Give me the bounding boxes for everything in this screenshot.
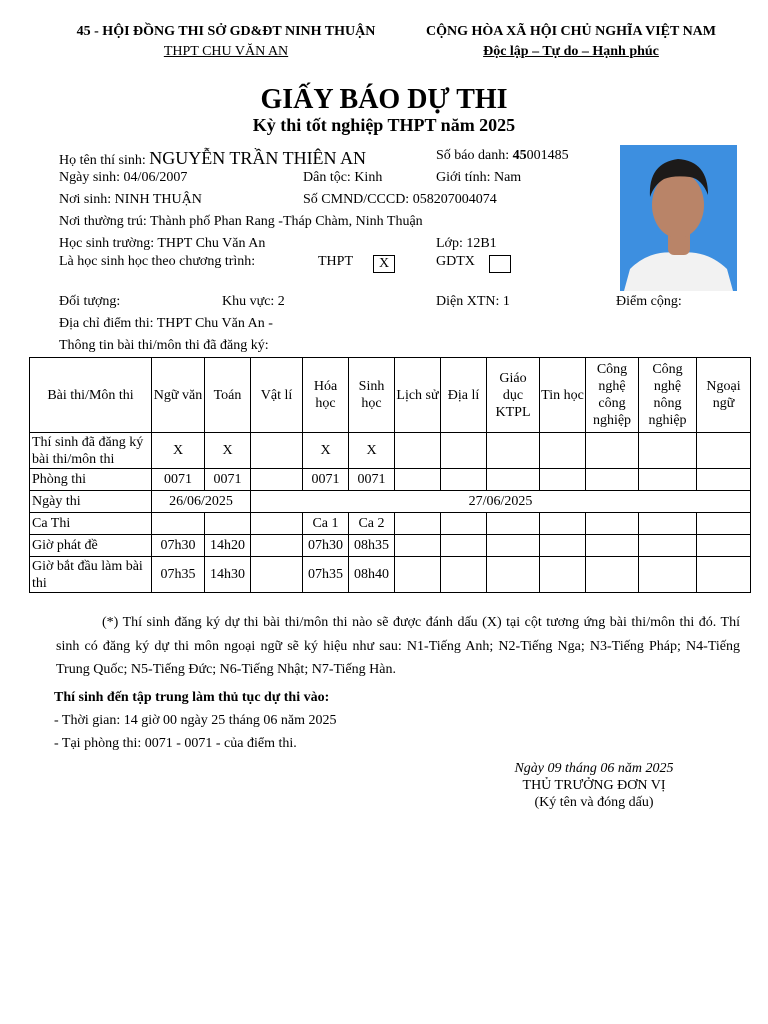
- program-gdtx-label: GDTX: [436, 254, 475, 269]
- notes-section: [56, 611, 740, 682]
- handout-time-cell: [540, 535, 586, 557]
- program-thpt-label: THPT: [318, 254, 353, 269]
- table-row-handout: [30, 535, 751, 557]
- session-cell: [251, 513, 303, 535]
- start-time-cell: [487, 557, 540, 593]
- session-cell: Ca 1: [303, 513, 349, 535]
- permanent-residence: Nơi thường trú: Thành phố Phan Rang -Tháp Chàm, Ninh Thuận: [59, 214, 423, 229]
- signature-date: Ngày 09 tháng 06 năm 2025: [514, 761, 674, 776]
- handout-time-cell: [639, 535, 697, 557]
- room-cell: [639, 469, 697, 491]
- session-cell: [487, 513, 540, 535]
- handout-time-cell: 08h35: [349, 535, 395, 557]
- row-label-date: Ngày thi: [30, 491, 152, 513]
- room-cell: [697, 469, 751, 491]
- subject-header-cell: Công nghệ công nghiệp: [586, 358, 639, 433]
- session-cell: [395, 513, 441, 535]
- start-time-cell: [540, 557, 586, 593]
- date-of-birth: Ngày sinh: 04/06/2007: [59, 170, 188, 185]
- region: Khu vực: 2: [222, 294, 285, 309]
- row-label-registered: Thí sinh đã đăng ký bài thi/môn thi: [30, 433, 152, 469]
- handout-time-cell: [487, 535, 540, 557]
- document-subtitle: Kỳ thi tốt nghiệp THPT năm 2025: [252, 115, 516, 135]
- registered-cell: X: [205, 433, 251, 469]
- start-time-cell: [441, 557, 487, 593]
- room-cell: [251, 469, 303, 491]
- exam-date-day1: 26/06/2025: [152, 491, 251, 513]
- candidate-portrait-image: [620, 145, 737, 291]
- table-row-date: [30, 491, 751, 513]
- gather-heading: Thí sinh đến tập trung làm thủ tục dự thi vào:: [54, 690, 330, 705]
- row-label-session: Ca Thi: [30, 513, 152, 535]
- subject-corner-cell: Bài thi/Môn thi: [30, 358, 152, 433]
- start-time-cell: [586, 557, 639, 593]
- start-time-cell: 08h40: [349, 557, 395, 593]
- school: Học sinh trường: THPT Chu Văn An: [59, 236, 266, 251]
- session-cell: [540, 513, 586, 535]
- gender: Giới tính: Nam: [436, 170, 522, 185]
- registered-cell: X: [152, 433, 205, 469]
- national-title: CỘNG HÒA XÃ HỘI CHỦ NGHĨA VIỆT NAM: [425, 24, 717, 39]
- table-row-session: [30, 513, 751, 535]
- exam-date-day2: 27/06/2025: [251, 491, 751, 513]
- session-cell: [205, 513, 251, 535]
- registered-cell: [540, 433, 586, 469]
- signature-note: (Ký tên và đóng dấu): [534, 795, 654, 810]
- room-cell: 0071: [205, 469, 251, 491]
- gather-time: - Thời gian: 14 giờ 00 ngày 25 tháng 06 năm 2025: [54, 713, 337, 728]
- candidate-name-row: [59, 148, 366, 169]
- exam-site-address: Địa chỉ điểm thi: THPT Chu Văn An -: [59, 316, 273, 331]
- table-row-start: [30, 557, 751, 593]
- handout-time-cell: [395, 535, 441, 557]
- subject-header-cell: Công nghệ nông nghiệp: [639, 358, 697, 433]
- registered-cell: X: [303, 433, 349, 469]
- handout-time-cell: [441, 535, 487, 557]
- handout-time-cell: [697, 535, 751, 557]
- room-cell: [586, 469, 639, 491]
- handout-time-cell: 07h30: [303, 535, 349, 557]
- issuing-school: THPT CHU VĂN AN: [163, 44, 289, 59]
- subject-header-cell: Ngữ văn: [152, 358, 205, 433]
- start-time-cell: [395, 557, 441, 593]
- subject-header-cell: Lịch sử: [395, 358, 441, 433]
- registered-cell: [441, 433, 487, 469]
- handout-time-cell: [586, 535, 639, 557]
- registered-cell: [395, 433, 441, 469]
- start-time-cell: [251, 557, 303, 593]
- exam-schedule-table: [29, 357, 751, 593]
- table-row-registered: [30, 433, 751, 469]
- handout-time-cell: [251, 535, 303, 557]
- program-label: Là học sinh học theo chương trình:: [59, 254, 256, 269]
- registered-cell: [251, 433, 303, 469]
- notes-paragraph: (*) Thí sinh đăng ký dự thi bài thi/môn thi nào sẽ được đánh dấu (X) tại cột tương ứng bài thi/môn thi đó. Thí sinh có đăng ký dự thi môn ngoại ngữ sẽ ký hiệu như sau: N1-Tiếng Anh; N2-Tiếng Nga; N3-Tiếng Pháp; N4-Tiếng Trung Quốc; N5-Tiếng Đức; N6-Tiếng Nhật; N7-Tiếng Hàn.: [56, 615, 740, 677]
- id-number: Số CMND/CCCD: 058207004074: [303, 192, 497, 207]
- room-cell: 0071: [303, 469, 349, 491]
- session-cell: [586, 513, 639, 535]
- subject-header-cell: Tin học: [540, 358, 586, 433]
- subject-header-cell: Ngoại ngữ: [697, 358, 751, 433]
- table-row-room: [30, 469, 751, 491]
- session-cell: [639, 513, 697, 535]
- program-thpt-checkbox: [373, 255, 395, 273]
- row-label-handout: Giờ phát đề: [30, 535, 152, 557]
- registered-cell: [697, 433, 751, 469]
- registered-info-label: Thông tin bài thi/môn thi đã đăng ký:: [59, 338, 269, 353]
- gather-room: - Tại phòng thi: 0071 - 0071 - của điểm thi.: [54, 736, 297, 751]
- room-cell: [395, 469, 441, 491]
- row-label-room: Phòng thi: [30, 469, 152, 491]
- registered-cell: [586, 433, 639, 469]
- signature-title: THỦ TRƯỞNG ĐƠN VỊ: [522, 778, 666, 793]
- target-group: Đối tượng:: [59, 294, 121, 309]
- ethnicity: Dân tộc: Kinh: [303, 170, 383, 185]
- room-cell: 0071: [349, 469, 395, 491]
- issuing-council: 45 - HỘI ĐỒNG THI SỞ GD&ĐT NINH THUẬN: [76, 24, 376, 39]
- registered-cell: [487, 433, 540, 469]
- class: Lớp: 12B1: [436, 236, 497, 251]
- birthplace: Nơi sinh: NINH THUẬN: [59, 192, 202, 207]
- candidate-number: [436, 148, 569, 164]
- subject-header-cell: Địa lí: [441, 358, 487, 433]
- session-cell: [152, 513, 205, 535]
- document-title: GIẤY BÁO DỰ THI: [260, 84, 508, 115]
- start-time-cell: [639, 557, 697, 593]
- candidate-number-suffix: 001485: [526, 148, 569, 163]
- handout-time-cell: 14h20: [205, 535, 251, 557]
- subject-header-cell: Sinh học: [349, 358, 395, 433]
- room-cell: [441, 469, 487, 491]
- registered-cell: [639, 433, 697, 469]
- row-label-start: Giờ bắt đầu làm bài thi: [30, 557, 152, 593]
- room-cell: [487, 469, 540, 491]
- national-motto: Độc lập – Tự do – Hạnh phúc: [483, 44, 659, 59]
- session-cell: Ca 2: [349, 513, 395, 535]
- start-time-cell: 07h35: [152, 557, 205, 593]
- program-gdtx-checkbox: [489, 255, 511, 278]
- bonus-points: Điểm cộng:: [616, 294, 682, 309]
- start-time-cell: [697, 557, 751, 593]
- candidate-number-label: Số báo danh:: [436, 148, 510, 163]
- candidate-photo: [620, 145, 737, 291]
- handout-time-cell: 07h30: [152, 535, 205, 557]
- candidate-name: NGUYỄN TRẦN THIÊN AN: [149, 148, 367, 168]
- subject-header-cell: Hóa học: [303, 358, 349, 433]
- session-cell: [441, 513, 487, 535]
- program-gdtx-mark: [489, 255, 511, 273]
- candidate-name-label: Họ tên thí sinh:: [59, 153, 146, 168]
- subject-header-cell: Toán: [205, 358, 251, 433]
- program-thpt-mark: X: [373, 255, 395, 273]
- table-header-row: [30, 358, 751, 433]
- subject-header-cell: Giáo dục KTPL: [487, 358, 540, 433]
- room-cell: 0071: [152, 469, 205, 491]
- room-cell: [540, 469, 586, 491]
- xtn-category: Diện XTN: 1: [436, 294, 510, 309]
- subject-header-cell: Vật lí: [251, 358, 303, 433]
- start-time-cell: 07h35: [303, 557, 349, 593]
- registered-cell: X: [349, 433, 395, 469]
- exam-table-body: [30, 358, 751, 593]
- session-cell: [697, 513, 751, 535]
- candidate-number-prefix: 45: [512, 148, 527, 163]
- start-time-cell: 14h30: [205, 557, 251, 593]
